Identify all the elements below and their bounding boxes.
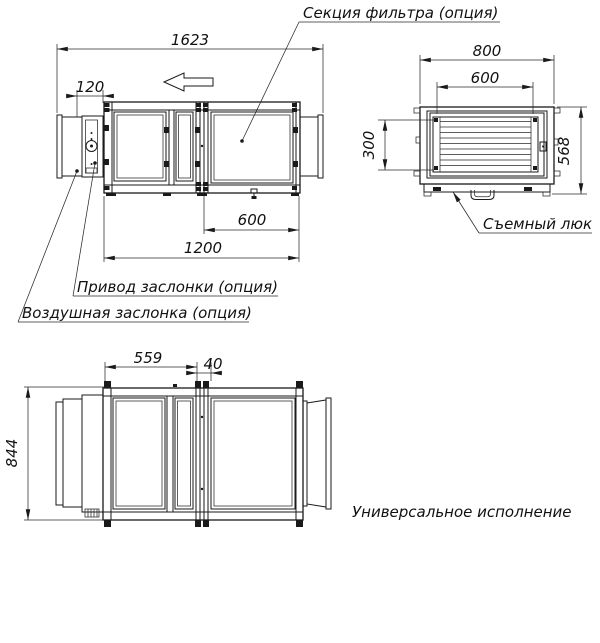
removable-hatch-label: Съемный люк (483, 215, 593, 233)
callout-removable-hatch (453, 192, 592, 233)
dim-body-length (104, 196, 299, 262)
air-damper-label: Воздушная заслонка (опция) (22, 304, 252, 322)
plan-damper-drive-icon (85, 509, 99, 517)
dim-text-1200: 1200 (183, 239, 223, 257)
fan-section-door (114, 112, 166, 181)
dim-text-600-side: 600 (237, 211, 267, 229)
plan-view (56, 381, 331, 527)
dim-text-40: 40 (203, 355, 223, 373)
filter-section-door (211, 112, 293, 183)
dim-text-844: 844 (3, 438, 21, 468)
side-view-right-duct (300, 115, 323, 178)
dim-end-opening-height (360, 120, 434, 170)
dim-text-600-end: 600 (470, 69, 500, 87)
dim-text-559: 559 (133, 349, 163, 367)
dim-end-overall-height (552, 107, 587, 194)
airflow-arrow-icon (164, 73, 213, 91)
side-view-left-duct (57, 115, 82, 178)
end-view (414, 107, 560, 200)
end-view-dimensions (360, 42, 587, 194)
plan-view-body (103, 381, 303, 527)
hatch-latch-icon (540, 142, 546, 151)
dim-text-1623: 1623 (170, 31, 210, 49)
side-view-damper-section (82, 116, 103, 177)
damper-drive-label: Привод заслонки (опция) (77, 278, 278, 296)
dim-text-120: 120 (75, 78, 105, 96)
dim-text-300: 300 (360, 130, 378, 160)
drain-fitting-icon (251, 189, 257, 199)
dim-plan-overall-width (3, 387, 104, 520)
louver-grille (433, 117, 538, 172)
plan-view-left-duct (56, 395, 103, 517)
dim-plan-section-length (105, 349, 197, 381)
latch-icons (104, 125, 298, 167)
plan-view-right-duct (303, 398, 331, 509)
side-view-body (104, 102, 300, 199)
filter-section-label: Секция фильтра (опция) (303, 4, 499, 22)
dim-overall-length (57, 31, 323, 113)
universal-version-label: Универсальное исполнение (352, 503, 572, 521)
dim-plan-joint-width (187, 355, 223, 381)
dim-text-800: 800 (472, 42, 502, 60)
hatch-handle-icon (471, 190, 494, 200)
callout-filter-section (240, 4, 500, 143)
dim-text-568: 568 (555, 136, 573, 166)
